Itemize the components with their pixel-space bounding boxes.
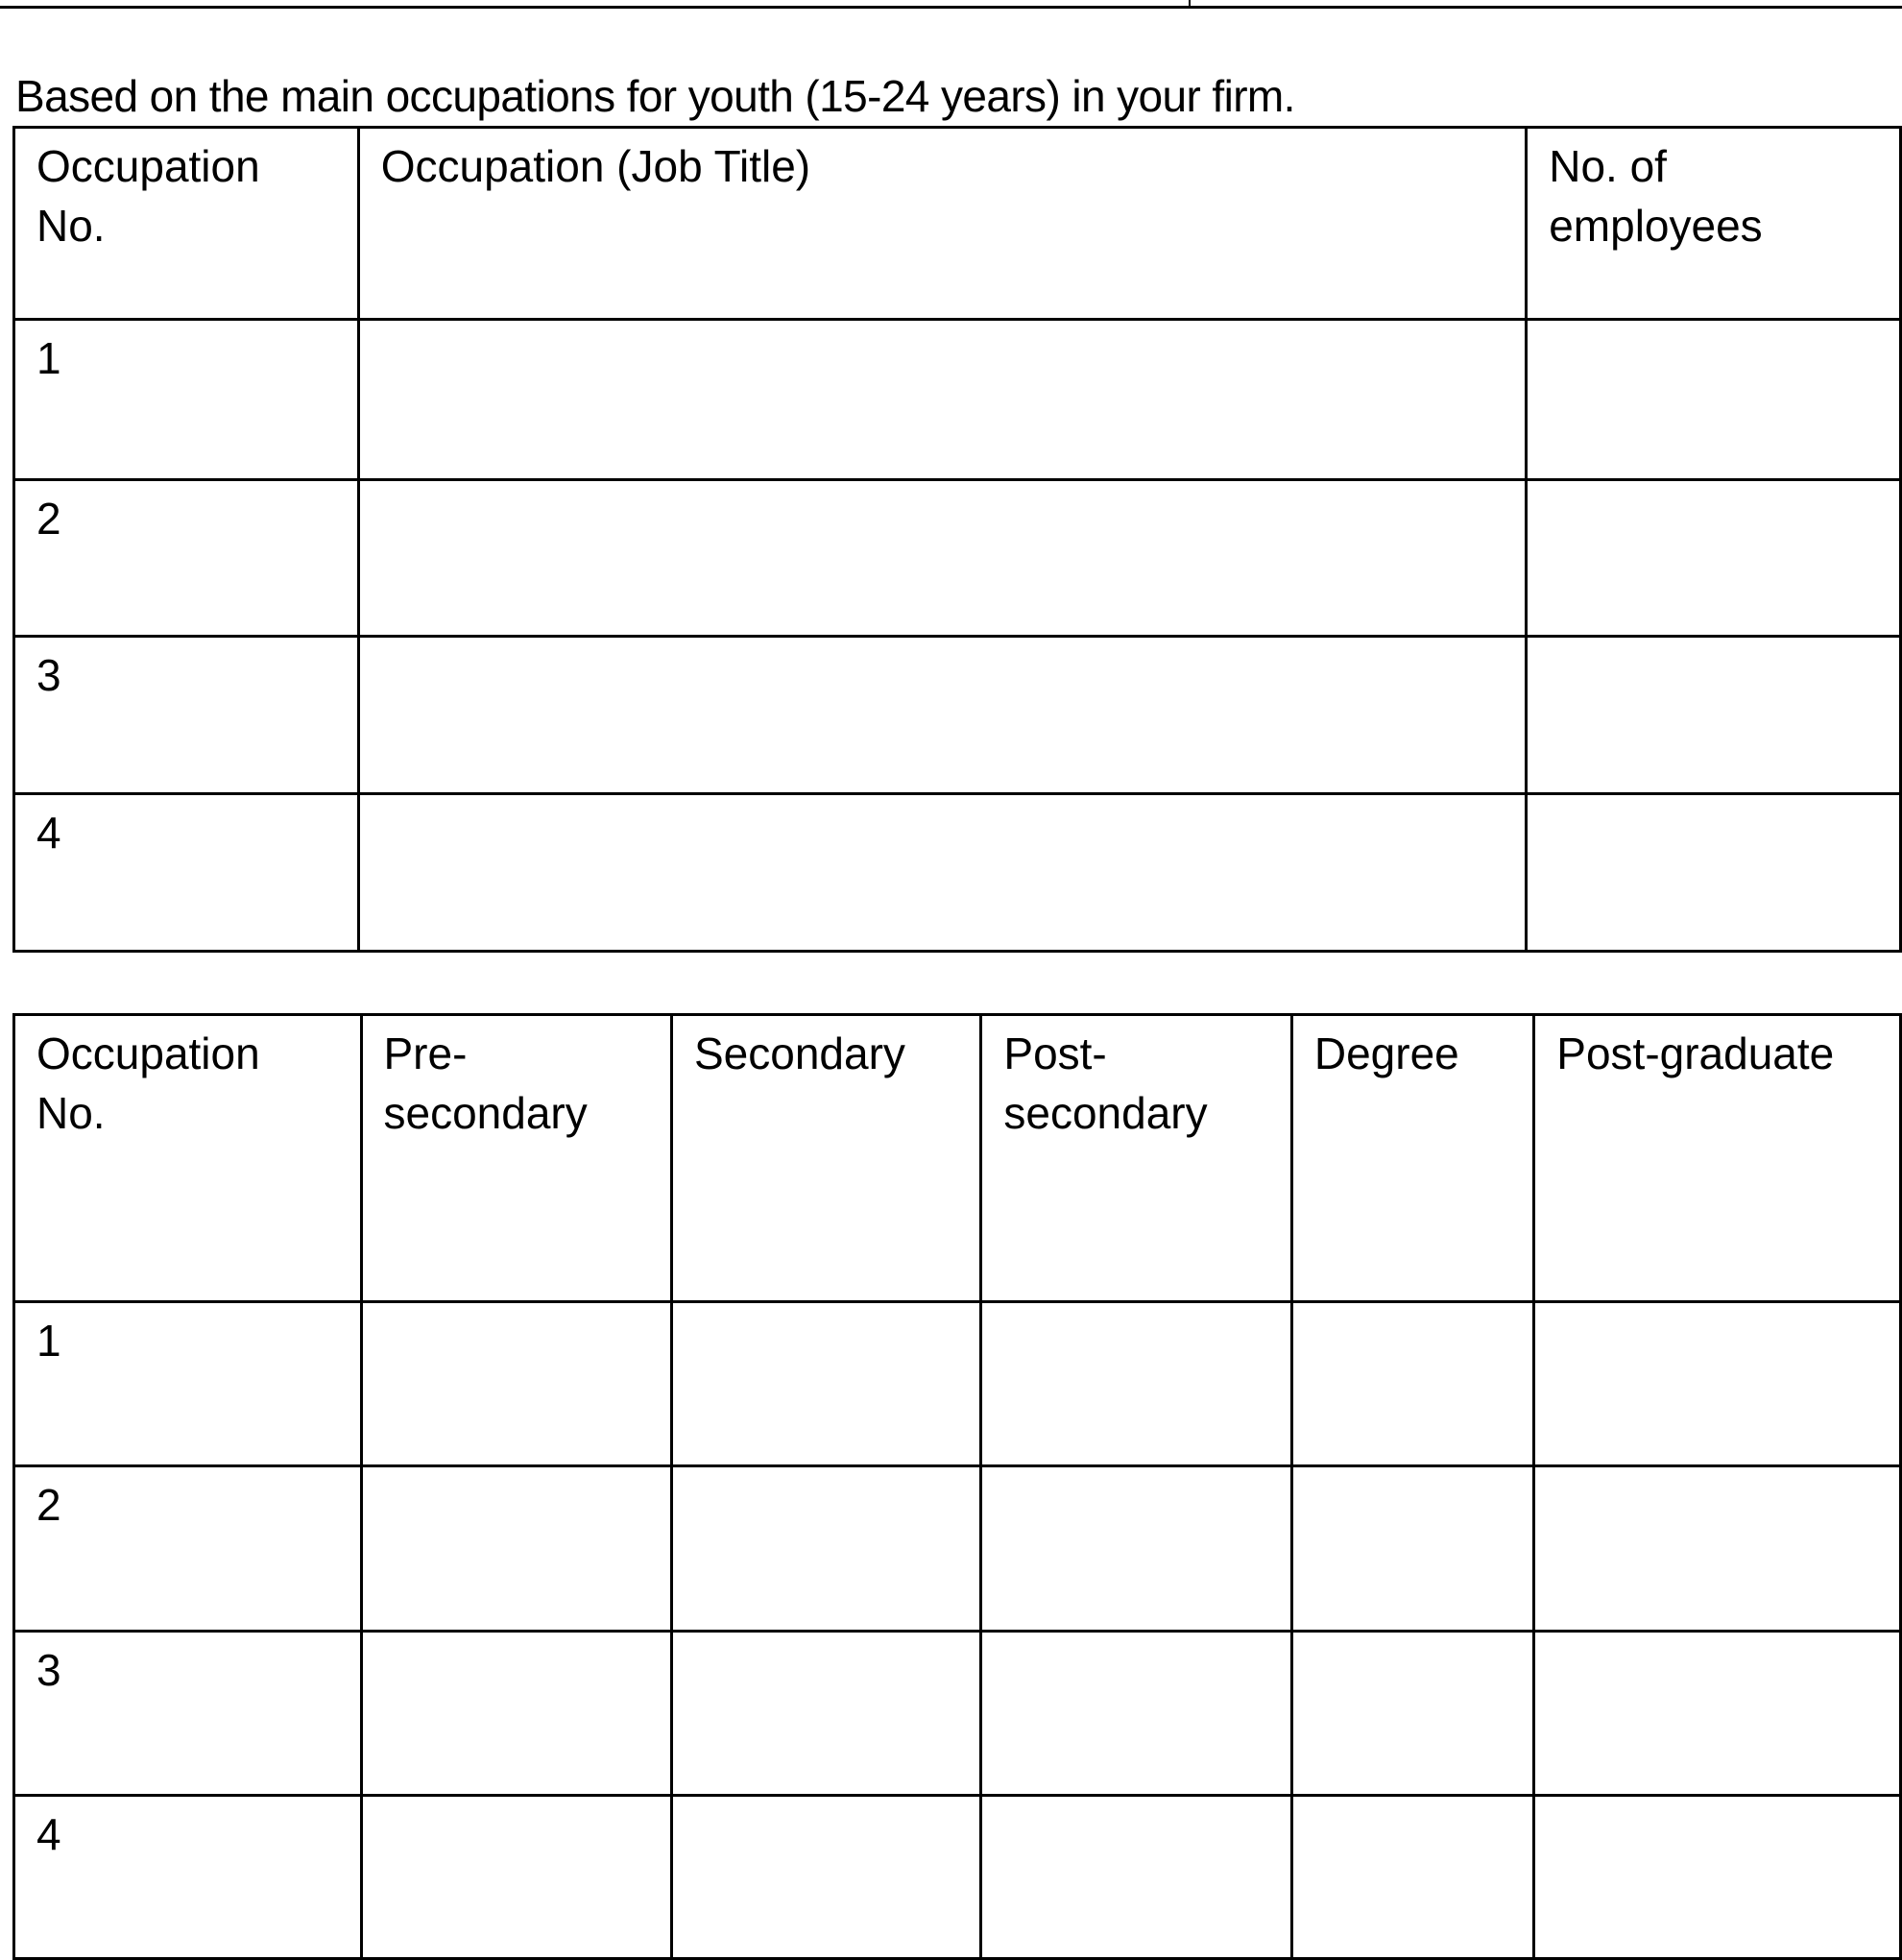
occupation-number-cell: 3 [14,637,359,794]
occupation-number-cell: 1 [14,1302,362,1466]
header-degree: Degree [1291,1015,1533,1302]
pre-secondary-cell[interactable] [361,1796,671,1959]
secondary-cell[interactable] [671,1632,980,1796]
degree-cell[interactable] [1291,1796,1533,1959]
degree-cell[interactable] [1291,1466,1533,1632]
post-graduate-cell[interactable] [1534,1796,1901,1959]
secondary-cell[interactable] [671,1302,980,1466]
occupation-number-cell: 4 [14,1796,362,1959]
section-instruction: Based on the main occupations for youth (15-24 years) in your firm. [15,71,1295,121]
job-title-cell[interactable] [358,320,1527,480]
table-row [14,1302,1901,1466]
header-post-graduate: Post-graduate [1534,1015,1901,1302]
secondary-cell[interactable] [671,1796,980,1959]
employee-count-cell[interactable] [1527,637,1901,794]
previous-table-column-divider [1189,0,1191,9]
education-level-table [12,1013,1902,1960]
table-row [14,637,1901,794]
post-secondary-cell[interactable] [981,1302,1291,1466]
employee-count-cell[interactable] [1527,794,1901,952]
header-pre-secondary: Pre-secondary [361,1015,671,1302]
degree-cell[interactable] [1291,1302,1533,1466]
occupations-table [12,126,1902,953]
previous-table-bottom-edge [0,0,1902,9]
job-title-cell[interactable] [358,480,1527,637]
table-row [14,1796,1901,1959]
header-post-secondary: Post-secondary [981,1015,1291,1302]
post-secondary-cell[interactable] [981,1466,1291,1632]
table-header-row [14,128,1901,320]
pre-secondary-cell[interactable] [361,1466,671,1632]
degree-cell[interactable] [1291,1632,1533,1796]
table-header-row [14,1015,1901,1302]
post-secondary-cell[interactable] [981,1632,1291,1796]
table-row [14,480,1901,637]
table-row [14,1466,1901,1632]
header-secondary: Secondary [671,1015,980,1302]
header-occupation-no: Occupation No. [14,128,359,320]
occupation-number-cell: 4 [14,794,359,952]
header-job-title: Occupation (Job Title) [358,128,1527,320]
table-row [14,794,1901,952]
header-occupation-no: Occupation No. [14,1015,362,1302]
post-graduate-cell[interactable] [1534,1302,1901,1466]
header-no-of-employees: No. of employees [1527,128,1901,320]
post-secondary-cell[interactable] [981,1796,1291,1959]
table-row [14,1632,1901,1796]
employee-count-cell[interactable] [1527,320,1901,480]
post-graduate-cell[interactable] [1534,1466,1901,1632]
occupation-number-cell: 1 [14,320,359,480]
occupation-number-cell: 2 [14,1466,362,1632]
pre-secondary-cell[interactable] [361,1632,671,1796]
employee-count-cell[interactable] [1527,480,1901,637]
job-title-cell[interactable] [358,794,1527,952]
occupation-number-cell: 2 [14,480,359,637]
table-row [14,320,1901,480]
secondary-cell[interactable] [671,1466,980,1632]
job-title-cell[interactable] [358,637,1527,794]
occupation-number-cell: 3 [14,1632,362,1796]
pre-secondary-cell[interactable] [361,1302,671,1466]
post-graduate-cell[interactable] [1534,1632,1901,1796]
